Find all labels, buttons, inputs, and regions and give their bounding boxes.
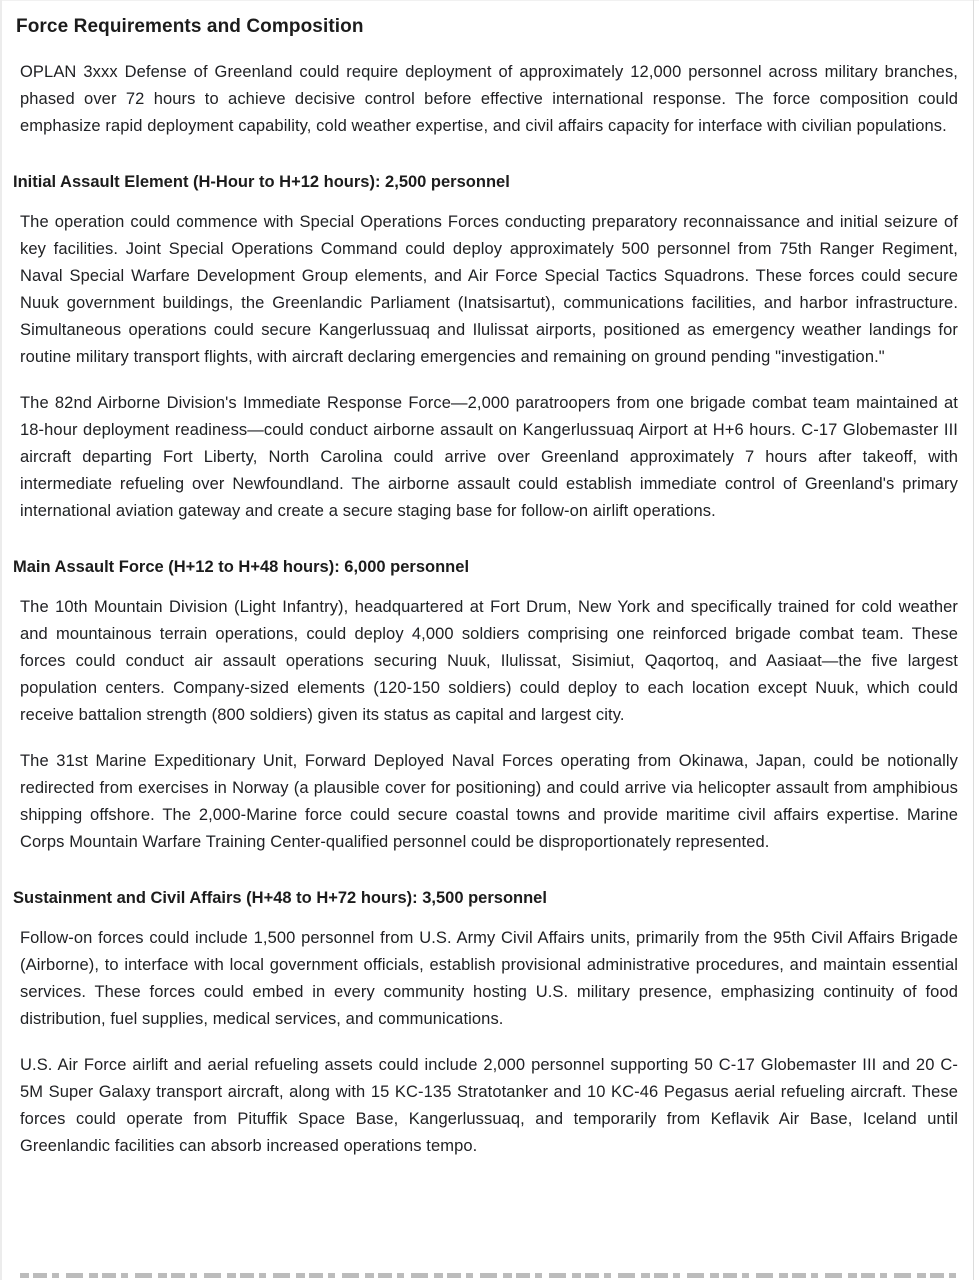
- section-heading-sustainment: Sustainment and Civil Affairs (H+48 to H+72 hours): 3,500 personnel: [13, 889, 547, 907]
- page-left-edge: [0, 0, 2, 1280]
- clipped-next-line: [20, 1273, 957, 1278]
- paragraph-82nd-airborne: The 82nd Airborne Division's Immediate Response Force—2,000 paratroopers from one brigade combat team maintained at 18-hour deployment readiness—could conduct airborne assault on Kangerlussuaq Airport at H+6 hours. C-17 Globemaster III aircraft departing Fort Liberty, North Carolina could arrive over Greenland approximately 7 hours after takeoff, with intermediate refueling over Newfoundland. The airborne assault could establish immediate control of Greenland's primary international aviation gateway and create a secure staging base for follow-on airlift operations.: [20, 394, 958, 520]
- paragraph-10th-mountain: The 10th Mountain Division (Light Infantry), headquartered at Fort Drum, New York and specifically trained for cold weather and mountainous terrain operations, could deploy 4,000 soldiers comprising one reinforced brigade combat team. These forces could conduct air assault operations securing Nuuk, Ilulissat, Sisimiut, Qaqortoq, and Aasiaat—the five largest population centers. Company-sized elements (120-150 soldiers) could deploy to each location except Nuuk, which could receive battalion strength (800 soldiers) given its status as capital and largest city.: [20, 598, 958, 724]
- paragraph-31st-meu: The 31st Marine Expeditionary Unit, Forward Deployed Naval Forces operating from Okinawa, Japan, could be notionally redirected from exercises in Norway (a plausible cover for positioning) and could arrive via helicopter assault from amphibious shipping offshore. The 2,000-Marine force could secure coastal towns and provide maritime civil affairs expertise. Marine Corps Mountain Warfare Training Center-qualified personnel could be disproportionately represented.: [20, 752, 958, 851]
- paragraph-special-operations: The operation could commence with Special Operations Forces conducting preparatory reconnaissance and initial seizure of key facilities. Joint Special Operations Command could deploy approximately 500 personnel from 75th Ranger Regiment, Naval Special Warfare Development Group elements, and Air Force Special Tactics Squadrons. These forces could secure Nuuk government buildings, the Greenlandic Parliament (Inatsisartut), communications facilities, and harbor infrastructure. Simultaneous operations could secure Kangerlussuaq and Ilulissat airports, positioned as emergency weather landings for routine military transport flights, with aircraft declaring emergencies and remaining on ground pending "investigation.": [20, 213, 958, 366]
- page-title: Force Requirements and Composition: [16, 16, 364, 37]
- page-right-edge: [973, 0, 974, 1280]
- section-heading-initial-assault: Initial Assault Element (H-Hour to H+12 hours): 2,500 personnel: [13, 173, 510, 191]
- section-heading-main-assault: Main Assault Force (H+12 to H+48 hours): 6,000 personnel: [13, 558, 470, 576]
- paragraph-air-force-airlift: U.S. Air Force airlift and aerial refueling assets could include 2,000 personnel supporting 50 C-17 Globemaster III and 20 C-5M Super Galaxy transport aircraft, along with 15 KC-135 Stratotanker and 10 KC-46 Pegasus aerial refueling aircraft. These forces could operate from Pituffik Space Base, Kangerlussuaq, and temporarily from Keflavik Air Base, Iceland until Greenlandic facilities can absorb increased operations tempo.: [20, 1056, 958, 1155]
- intro-paragraph: OPLAN 3xxx Defense of Greenland could require deployment of approximately 12,000 personnel across military branches, phased over 72 hours to achieve decisive control before effective international response. The force composition could emphasize rapid deployment capability, cold weather expertise, and civil affairs capacity for interface with civilian populations.: [20, 63, 958, 135]
- page-top-edge: [0, 0, 979, 1]
- paragraph-civil-affairs: Follow-on forces could include 1,500 personnel from U.S. Army Civil Affairs units, primarily from the 95th Civil Affairs Brigade (Airborne), to interface with local government officials, establish provisional administrative procedures, and maintain essential services. These forces could embed in every community hosting U.S. military presence, emphasizing continuity of food distribution, fuel supplies, medical services, and communications.: [20, 929, 958, 1028]
